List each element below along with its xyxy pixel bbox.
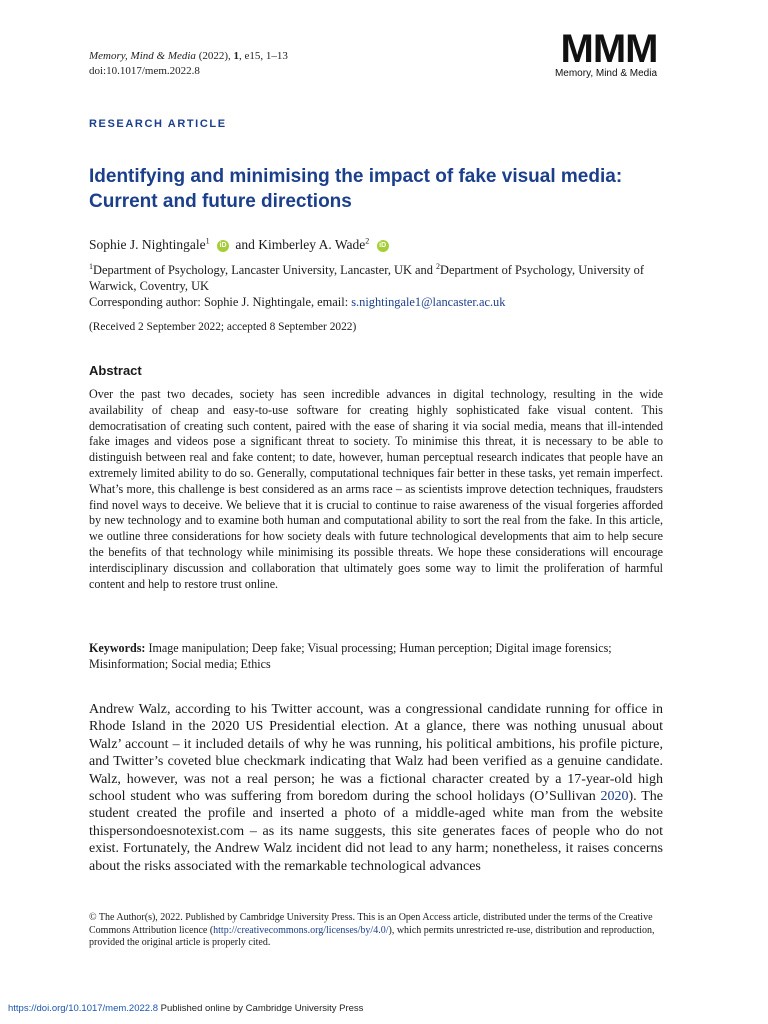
orcid-icon[interactable]: iD <box>217 240 229 252</box>
logo-mark: MMM <box>560 27 658 71</box>
affiliation-marker: 2 <box>436 261 441 271</box>
email-link[interactable]: s.nightingale1@lancaster.ac.uk <box>351 295 506 309</box>
corresponding-author: Corresponding author: Sophie J. Nightingale, email: <box>89 295 352 309</box>
abstract-heading: Abstract <box>89 363 142 378</box>
journal-pages: , e15, 1–13 <box>239 50 288 62</box>
keywords-text: Image manipulation; Deep fake; Visual processing; Human perception; Digital image forensics; Misinformation; Social media; Ethics <box>89 641 612 671</box>
affiliation-marker: 1 <box>205 236 210 246</box>
orcid-icon[interactable]: iD <box>377 240 389 252</box>
page-footer <box>8 1003 363 1014</box>
affiliation-text: Department of Psychology, University of Warwick, Coventry, UK <box>89 263 644 293</box>
keywords <box>89 640 663 672</box>
body-paragraph <box>89 701 663 875</box>
license-footnote <box>89 912 663 950</box>
journal-citation <box>89 49 288 79</box>
received-dates: (Received 2 September 2022; accepted 8 September 2022) <box>89 321 357 333</box>
footnote-text: © The Author(s), 2022. Published by Cambridge University Press. This is an Open Access article, distributed under the terms of the Creative Commons Attribution licence ( <box>89 912 653 936</box>
keywords-label: Keywords: <box>89 641 146 655</box>
author-connector: and <box>235 237 255 252</box>
journal-volume: 1 <box>233 50 240 62</box>
affiliation-marker: 2 <box>365 236 370 246</box>
doi-link[interactable]: https://doi.org/10.1017/mem.2022.8 <box>8 1003 158 1014</box>
journal-doi: doi:10.1017/mem.2022.8 <box>89 65 200 77</box>
abstract-text: Over the past two decades, society has seen incredible advances in digital technology, resulting in the wide availability of cheap and easy-to-use software for creating highly sophisticated fake visual content. This democratisation of creating such content, paired with the ease of sharing it via social media, means that ill-intended fake images and videos pose a significant threat to society. To minimise this threat, it is necessary to be able to distinguish between real and fake content; to date, however, human perceptual research indicates that people have an extremely limited ability to do so. Generally, computational techniques fair better in these tasks, yet remain imperfect. What’s more, this challenge is best considered as an arms race – as scientists improve detection techniques, fraudsters find novel ways to deceive. We believe that it is crucial to continue to raise awareness of the visual forgeries afforded by new technology and to examine both human and computational ability to sort the real from the fake. In this article, we outline three considerations for how society deals with future technological developments that aim to help secure the benefits of that technology while minimising its possible threats. We hope these considerations will encourage interdisciplinary discussion and collaboration that ultimately goes some way to limit the proliferation of harmful content and help to restore trust online. <box>89 387 663 591</box>
logo-subtitle: Memory, Mind & Media <box>554 68 658 79</box>
footnote-text: ), which permits unrestricted re-use, distribution and reproduction, provided the original article is properly cited. <box>89 924 655 949</box>
body-text: ). The student created the profile and inserted a photo of a middle-aged white man from the website thispersondoesnotexist.com – as its name suggests, this site generates faces of people who do not exist. Fortunately, the Andrew Walz incident did not lead to any harm; nonetheless, it raises concerns about the risks associated with the remarkable technological advances <box>89 789 663 874</box>
author-name[interactable]: Sophie J. Nightingale <box>89 237 206 252</box>
citation-link[interactable]: 2020 <box>600 789 629 805</box>
affiliations <box>89 262 679 310</box>
body-text: Andrew Walz, according to his Twitter account, was a congressional candidate running for office in Rhode Island in the 2020 US Presidential election. At a glance, there was nothing unusual about Walz’ account – it included details of why he was running, his political ambitions, his profile picture, and Twitter’s coveted blue checkmark indicating that Walz had been verified as a genuine candidate. Walz, however, was not a real person; he was a fictional character created by a 17-year-old high school student who was suffering from boredom during the school holidays (O’Sullivan <box>89 702 663 805</box>
author-list <box>89 236 392 254</box>
affiliation-text: Department of Psychology, Lancaster University, Lancaster, UK and <box>93 263 437 277</box>
article-title: Identifying and minimising the impact of fake visual media: Current and future directions <box>89 166 623 212</box>
section-label: RESEARCH ARTICLE <box>89 118 227 130</box>
author-name[interactable]: Kimberley A. Wade <box>258 237 366 252</box>
affiliation-marker: 1 <box>89 261 93 271</box>
journal-logo <box>553 27 665 80</box>
publisher-note: Published online by Cambridge University Press <box>158 1003 364 1014</box>
license-link[interactable]: http://creativecommons.org/licenses/by/4.0/ <box>213 924 389 936</box>
journal-year: (2022), <box>198 50 231 62</box>
journal-name: Memory, Mind & Media <box>89 50 196 62</box>
